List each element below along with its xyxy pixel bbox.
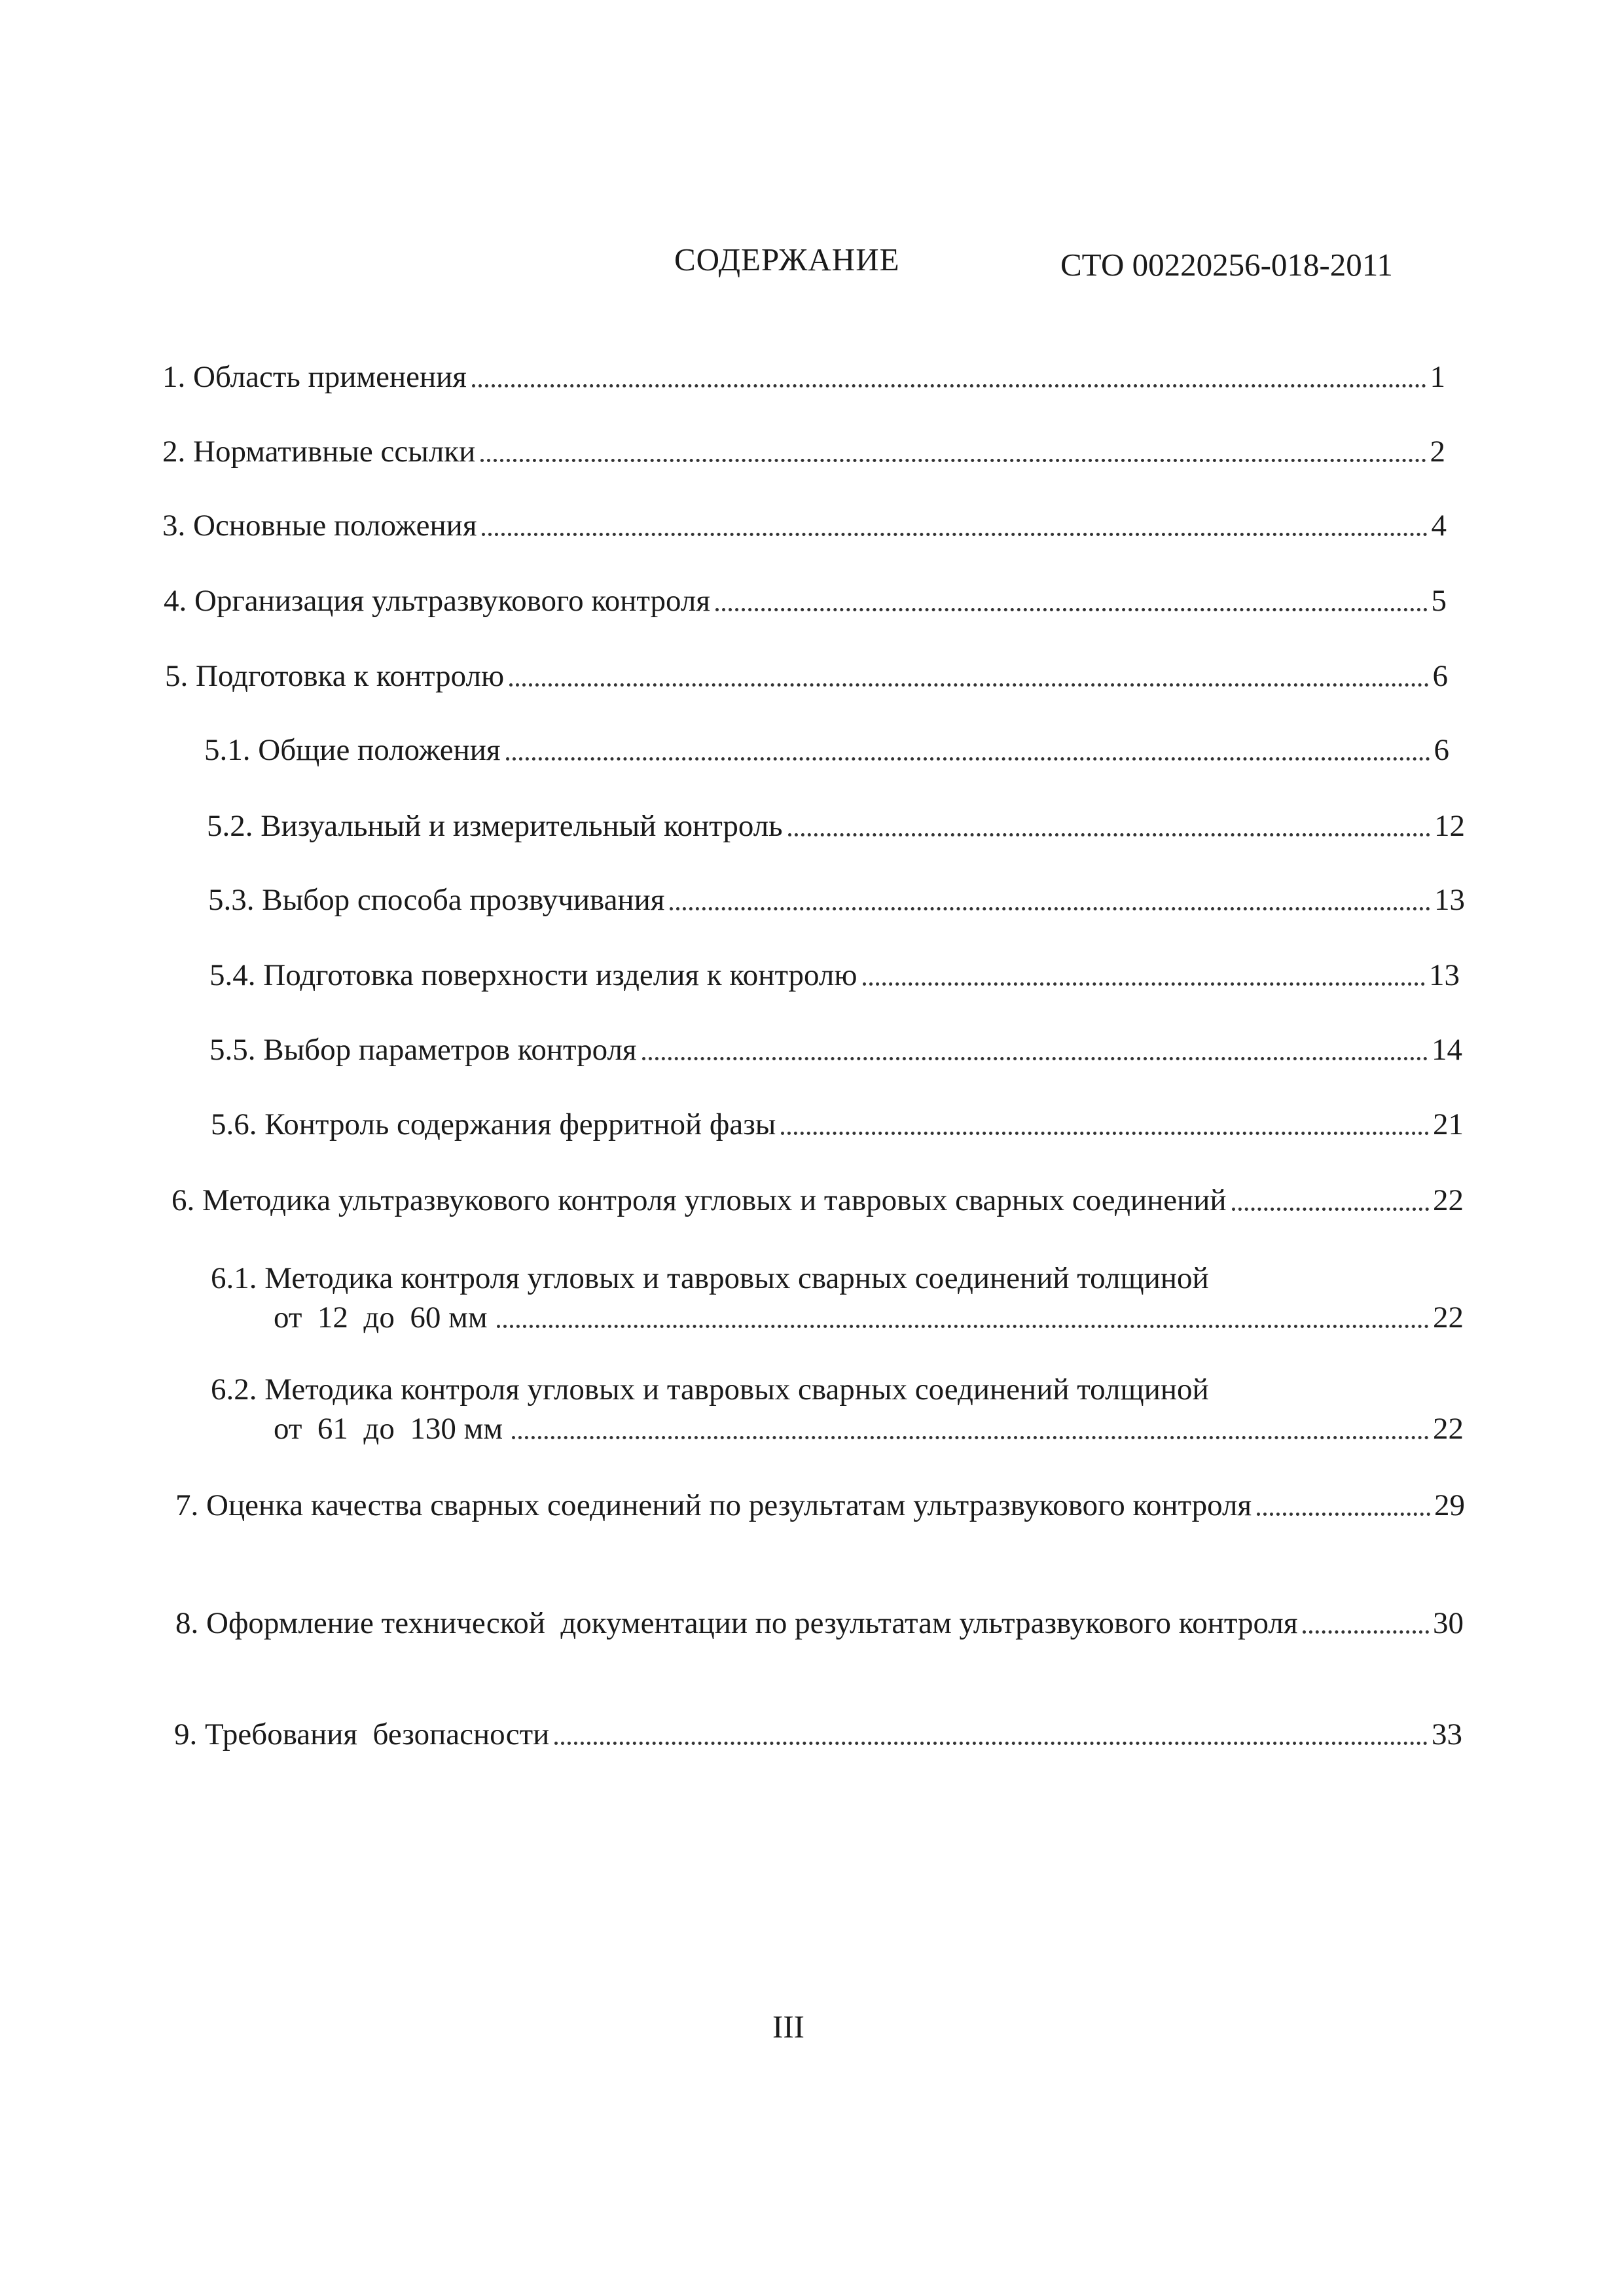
toc-number: 5.2. bbox=[207, 809, 253, 843]
dot-leader bbox=[512, 1436, 1429, 1439]
dot-leader bbox=[642, 1057, 1428, 1060]
toc-number: 5.3. bbox=[208, 883, 255, 917]
toc-title: Требования безопасности bbox=[205, 1717, 550, 1751]
page-number-footer: III bbox=[772, 2009, 804, 2045]
toc-number: 5.4. bbox=[209, 958, 256, 992]
toc-title: Методика контроля угловых и тавровых сварных соединений толщиной bbox=[264, 1372, 1209, 1407]
toc-title: Методика ультразвукового контроля угловых и тавровых сварных соединений bbox=[202, 1183, 1227, 1217]
toc-title: Оформление технической документации по результатам ультразвукового контроля bbox=[206, 1606, 1298, 1640]
toc-entry-6[interactable] bbox=[171, 1182, 1464, 1219]
toc-page-number: 22 bbox=[1433, 1183, 1464, 1217]
toc-title: Выбор параметров контроля bbox=[263, 1033, 637, 1067]
toc-title: Контроль содержания ферритной фазы bbox=[264, 1107, 776, 1141]
toc-number: 3. bbox=[162, 509, 186, 543]
toc-number: 9. bbox=[174, 1717, 198, 1751]
toc-title: Область применения bbox=[193, 360, 467, 394]
dot-leader bbox=[788, 833, 1430, 836]
toc-title: Общие положения bbox=[258, 733, 501, 767]
toc-page-number: 30 bbox=[1433, 1606, 1464, 1640]
toc-number: 8. bbox=[175, 1606, 199, 1640]
toc-number: 5.5. bbox=[209, 1033, 256, 1067]
dot-leader bbox=[506, 757, 1430, 761]
toc-entry-4[interactable] bbox=[164, 583, 1447, 619]
toc-entry-3[interactable] bbox=[162, 507, 1447, 544]
toc-entry-2[interactable] bbox=[162, 433, 1445, 470]
toc-page-number: 13 bbox=[1434, 883, 1465, 917]
toc-page-number: 12 bbox=[1434, 809, 1465, 843]
toc-page-number: 33 bbox=[1432, 1717, 1462, 1751]
toc-number: 5.6. bbox=[211, 1107, 257, 1141]
toc-title: Подготовка к контролю bbox=[196, 659, 505, 693]
dot-leader bbox=[509, 683, 1428, 687]
toc-entry-5-5[interactable] bbox=[209, 1031, 1462, 1068]
dot-leader bbox=[715, 608, 1428, 611]
dot-leader bbox=[472, 384, 1426, 387]
toc-number: 5. bbox=[165, 659, 189, 693]
toc-number: 6.1. bbox=[211, 1261, 257, 1295]
toc-entry-5-4[interactable] bbox=[209, 957, 1460, 994]
toc-number: 1. bbox=[162, 360, 186, 394]
toc-page-number: 14 bbox=[1432, 1033, 1462, 1067]
toc-page-number: 2 bbox=[1430, 435, 1445, 469]
toc-page-number: 5 bbox=[1431, 584, 1447, 618]
dot-leader bbox=[1257, 1513, 1430, 1516]
toc-title: Нормативные ссылки bbox=[193, 435, 476, 469]
toc-number: 2. bbox=[162, 435, 186, 469]
dot-leader bbox=[480, 459, 1426, 462]
toc-page-number: 21 bbox=[1433, 1107, 1464, 1141]
toc-entry-5-6[interactable] bbox=[211, 1106, 1464, 1143]
toc-entry-5-2[interactable] bbox=[207, 808, 1465, 844]
document-code: СТО 00220256-018-2011 bbox=[1060, 247, 1393, 283]
toc-title-continuation: от 61 до 130 мм bbox=[274, 1412, 503, 1446]
toc-entry-6-1[interactable] bbox=[211, 1260, 1464, 1336]
toc-entry-5-3[interactable] bbox=[208, 882, 1465, 918]
toc-number: 5.1. bbox=[204, 733, 251, 767]
dot-leader bbox=[1303, 1630, 1429, 1634]
dot-leader bbox=[482, 533, 1427, 536]
toc-page-number: 1 bbox=[1430, 360, 1445, 394]
toc-title: Организация ультразвукового контроля bbox=[194, 584, 710, 618]
toc-number: 4. bbox=[164, 584, 187, 618]
document-title: СОДЕРЖАНИЕ bbox=[674, 242, 900, 278]
toc-page-number: 6 bbox=[1432, 659, 1448, 693]
dot-leader bbox=[863, 982, 1425, 986]
dot-leader bbox=[497, 1325, 1429, 1328]
toc-title: Методика контроля угловых и тавровых сварных соединений толщиной bbox=[264, 1261, 1209, 1295]
toc-title: Визуальный и измерительный контроль bbox=[261, 809, 783, 843]
dot-leader bbox=[1232, 1208, 1429, 1211]
toc-entry-7[interactable] bbox=[175, 1487, 1465, 1524]
toc-entry-5-1[interactable] bbox=[204, 732, 1449, 768]
toc-number: 6. bbox=[171, 1183, 195, 1217]
toc-number: 6.2. bbox=[211, 1372, 257, 1407]
toc-title: Основные положения bbox=[193, 509, 477, 543]
toc-entry-6-2[interactable] bbox=[211, 1371, 1464, 1447]
toc-page-number: 6 bbox=[1434, 733, 1449, 767]
dot-leader bbox=[781, 1132, 1429, 1135]
toc-title: Выбор способа прозвучивания bbox=[262, 883, 665, 917]
toc-number: 7. bbox=[175, 1488, 199, 1522]
dot-leader bbox=[670, 907, 1430, 910]
dot-leader bbox=[554, 1742, 1428, 1745]
toc-page-number: 4 bbox=[1431, 509, 1447, 543]
toc-entry-1[interactable] bbox=[162, 359, 1445, 395]
toc-entry-5[interactable] bbox=[165, 658, 1448, 694]
toc-title-continuation: от 12 до 60 мм bbox=[274, 1300, 488, 1335]
toc-title: Оценка качества сварных соединений по результатам ультразвукового контроля bbox=[206, 1488, 1252, 1522]
toc-entry-8[interactable] bbox=[175, 1605, 1464, 1641]
toc-page-number: 13 bbox=[1429, 958, 1460, 992]
toc-title: Подготовка поверхности изделия к контролю bbox=[263, 958, 857, 992]
toc-page-number: 29 bbox=[1434, 1488, 1465, 1522]
toc-page-number: 22 bbox=[1433, 1412, 1464, 1446]
toc-entry-9[interactable] bbox=[174, 1716, 1462, 1753]
toc-page-number: 22 bbox=[1433, 1300, 1464, 1335]
